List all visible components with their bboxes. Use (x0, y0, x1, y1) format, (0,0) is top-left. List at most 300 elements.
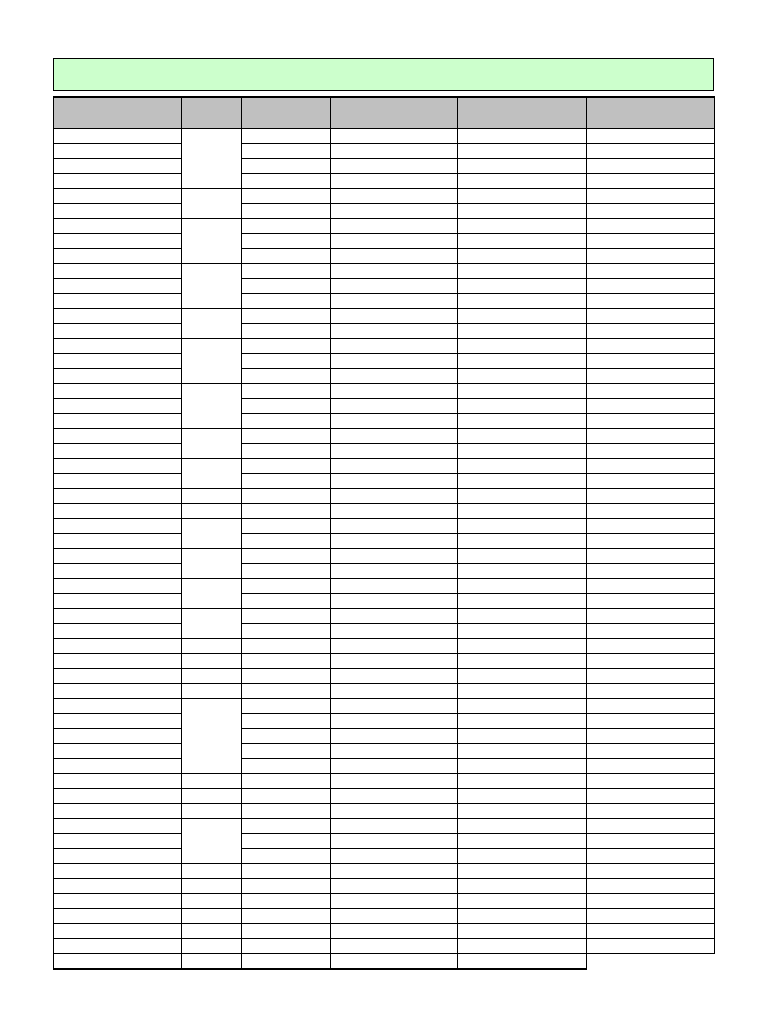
table-cell[interactable] (331, 294, 458, 309)
table-cell[interactable] (242, 759, 331, 774)
table-cell[interactable] (458, 174, 587, 189)
table-cell[interactable] (587, 384, 715, 399)
table-cell[interactable] (54, 684, 182, 699)
table-cell[interactable] (331, 534, 458, 549)
table-cell[interactable] (331, 324, 458, 339)
table-cell[interactable] (587, 294, 715, 309)
table-cell[interactable] (242, 564, 331, 579)
table-cell[interactable] (331, 714, 458, 729)
table-cell[interactable] (54, 849, 182, 864)
table-cell[interactable] (458, 579, 587, 594)
table-cell[interactable] (242, 774, 331, 789)
table-cell[interactable] (54, 129, 182, 144)
table-cell[interactable] (54, 414, 182, 429)
table-cell[interactable] (242, 714, 331, 729)
table-cell[interactable] (54, 759, 182, 774)
table-cell[interactable] (182, 459, 242, 489)
table-cell[interactable] (458, 414, 587, 429)
table-cell[interactable] (242, 129, 331, 144)
table-cell[interactable] (182, 309, 242, 339)
table-cell[interactable] (587, 564, 715, 579)
table-cell[interactable] (587, 864, 715, 879)
table-cell[interactable] (331, 849, 458, 864)
table-cell[interactable] (242, 579, 331, 594)
table-cell[interactable] (54, 564, 182, 579)
table-cell[interactable] (587, 219, 715, 234)
table-cell[interactable] (587, 144, 715, 159)
table-cell[interactable] (242, 609, 331, 624)
table-cell[interactable] (54, 774, 182, 789)
table-cell[interactable] (182, 924, 242, 939)
table-cell[interactable] (182, 579, 242, 609)
table-cell[interactable] (331, 399, 458, 414)
table-cell[interactable] (331, 444, 458, 459)
table-cell[interactable] (242, 954, 331, 970)
table-cell[interactable] (331, 159, 458, 174)
table-cell[interactable] (587, 879, 715, 894)
table-cell[interactable] (587, 309, 715, 324)
table-cell[interactable] (54, 234, 182, 249)
table-cell[interactable] (458, 819, 587, 834)
table-cell[interactable] (54, 744, 182, 759)
table-cell[interactable] (331, 684, 458, 699)
table-cell[interactable] (331, 429, 458, 444)
table-cell[interactable] (458, 534, 587, 549)
table-cell[interactable] (242, 414, 331, 429)
table-cell[interactable] (587, 264, 715, 279)
table-cell[interactable] (458, 354, 587, 369)
table-cell[interactable] (54, 534, 182, 549)
table-cell[interactable] (242, 174, 331, 189)
table-cell[interactable] (458, 864, 587, 879)
table-cell[interactable] (458, 129, 587, 144)
table-cell[interactable] (587, 834, 715, 849)
table-cell[interactable] (458, 309, 587, 324)
table-cell[interactable] (242, 429, 331, 444)
table-cell[interactable] (587, 789, 715, 804)
table-cell[interactable] (587, 249, 715, 264)
table-cell[interactable] (54, 189, 182, 204)
table-cell[interactable] (242, 339, 331, 354)
table-cell[interactable] (331, 279, 458, 294)
table-cell[interactable] (242, 819, 331, 834)
table-cell[interactable] (458, 924, 587, 939)
table-cell[interactable] (331, 804, 458, 819)
table-cell[interactable] (242, 909, 331, 924)
table-cell[interactable] (587, 534, 715, 549)
table-cell[interactable] (54, 444, 182, 459)
table-cell[interactable] (182, 264, 242, 309)
table-cell[interactable] (587, 204, 715, 219)
table-cell[interactable] (587, 129, 715, 144)
table-cell[interactable] (242, 249, 331, 264)
table-cell[interactable] (54, 834, 182, 849)
table-cell[interactable] (331, 789, 458, 804)
table-cell[interactable] (54, 279, 182, 294)
table-cell[interactable] (587, 849, 715, 864)
table-cell[interactable] (458, 609, 587, 624)
table-cell[interactable] (458, 264, 587, 279)
table-cell[interactable] (458, 489, 587, 504)
table-cell[interactable] (54, 204, 182, 219)
table-cell[interactable] (242, 219, 331, 234)
table-cell[interactable] (54, 594, 182, 609)
table-cell[interactable] (458, 759, 587, 774)
table-cell[interactable] (242, 264, 331, 279)
table-cell[interactable] (182, 864, 242, 879)
table-cell[interactable] (242, 474, 331, 489)
table-cell[interactable] (182, 519, 242, 549)
table-cell[interactable] (331, 639, 458, 654)
table-cell[interactable] (331, 744, 458, 759)
table-cell[interactable] (54, 504, 182, 519)
table-cell[interactable] (587, 549, 715, 564)
table-cell[interactable] (242, 384, 331, 399)
table-cell[interactable] (458, 834, 587, 849)
table-cell[interactable] (458, 849, 587, 864)
table-cell[interactable] (242, 459, 331, 474)
table-cell[interactable] (458, 714, 587, 729)
table-cell[interactable] (587, 369, 715, 384)
table-cell[interactable] (242, 804, 331, 819)
table-cell[interactable] (182, 339, 242, 384)
table-cell[interactable] (458, 444, 587, 459)
table-cell[interactable] (458, 369, 587, 384)
table-cell[interactable] (587, 699, 715, 714)
table-cell[interactable] (54, 894, 182, 909)
table-cell[interactable] (242, 849, 331, 864)
table-cell[interactable] (54, 294, 182, 309)
table-cell[interactable] (587, 609, 715, 624)
table-cell[interactable] (182, 549, 242, 579)
table-cell[interactable] (331, 414, 458, 429)
table-cell[interactable] (242, 549, 331, 564)
table-cell[interactable] (331, 894, 458, 909)
table-cell[interactable] (458, 144, 587, 159)
table-cell[interactable] (242, 939, 331, 954)
table-cell[interactable] (54, 819, 182, 834)
table-cell[interactable] (331, 864, 458, 879)
table-cell[interactable] (182, 429, 242, 459)
table-cell[interactable] (587, 174, 715, 189)
table-cell[interactable] (587, 489, 715, 504)
table-cell[interactable] (242, 684, 331, 699)
table-cell[interactable] (458, 879, 587, 894)
table-cell[interactable] (182, 939, 242, 954)
table-cell[interactable] (54, 549, 182, 564)
table-cell[interactable] (331, 219, 458, 234)
table-cell[interactable] (331, 774, 458, 789)
table-cell[interactable] (458, 399, 587, 414)
table-cell[interactable] (331, 129, 458, 144)
table-cell[interactable] (242, 864, 331, 879)
table-cell[interactable] (458, 804, 587, 819)
table-cell[interactable] (182, 774, 242, 789)
table-cell[interactable] (587, 579, 715, 594)
table-cell[interactable] (54, 729, 182, 744)
table-cell[interactable] (458, 189, 587, 204)
table-cell[interactable] (458, 954, 587, 970)
table-cell[interactable] (458, 624, 587, 639)
table-cell[interactable] (54, 864, 182, 879)
table-cell[interactable] (54, 489, 182, 504)
table-cell[interactable] (54, 399, 182, 414)
table-cell[interactable] (458, 159, 587, 174)
table-cell[interactable] (458, 699, 587, 714)
table-cell[interactable] (458, 204, 587, 219)
table-cell[interactable] (182, 954, 242, 970)
table-cell[interactable] (182, 384, 242, 429)
table-cell[interactable] (182, 909, 242, 924)
table-cell[interactable] (587, 594, 715, 609)
table-cell[interactable] (54, 939, 182, 954)
table-cell[interactable] (331, 669, 458, 684)
table-cell[interactable] (331, 459, 458, 474)
table-cell[interactable] (587, 279, 715, 294)
table-cell[interactable] (242, 639, 331, 654)
table-cell[interactable] (331, 819, 458, 834)
table-cell[interactable] (182, 669, 242, 684)
table-cell[interactable] (331, 354, 458, 369)
table-cell[interactable] (587, 639, 715, 654)
table-cell[interactable] (458, 744, 587, 759)
table-cell[interactable] (587, 339, 715, 354)
table-cell[interactable] (331, 369, 458, 384)
table-cell[interactable] (242, 354, 331, 369)
table-cell[interactable] (54, 609, 182, 624)
table-cell[interactable] (54, 654, 182, 669)
table-cell[interactable] (54, 669, 182, 684)
table-cell[interactable] (458, 429, 587, 444)
table-cell[interactable] (587, 159, 715, 174)
table-cell[interactable] (182, 219, 242, 264)
table-cell[interactable] (54, 249, 182, 264)
table-cell[interactable] (587, 324, 715, 339)
table-cell[interactable] (242, 399, 331, 414)
table-cell[interactable] (587, 474, 715, 489)
table-cell[interactable] (331, 204, 458, 219)
table-cell[interactable] (458, 504, 587, 519)
table-cell[interactable] (242, 144, 331, 159)
table-cell[interactable] (182, 609, 242, 639)
table-cell[interactable] (54, 714, 182, 729)
table-cell[interactable] (242, 699, 331, 714)
table-cell[interactable] (458, 654, 587, 669)
table-cell[interactable] (331, 564, 458, 579)
table-cell[interactable] (458, 564, 587, 579)
table-cell[interactable] (182, 639, 242, 654)
table-cell[interactable] (458, 294, 587, 309)
table-cell[interactable] (54, 909, 182, 924)
table-cell[interactable] (242, 204, 331, 219)
table-cell[interactable] (458, 459, 587, 474)
table-cell[interactable] (242, 189, 331, 204)
table-cell[interactable] (54, 219, 182, 234)
table-cell[interactable] (587, 909, 715, 924)
table-cell[interactable] (458, 909, 587, 924)
table-cell[interactable] (458, 279, 587, 294)
table-cell[interactable] (242, 369, 331, 384)
table-cell[interactable] (182, 894, 242, 909)
table-cell[interactable] (331, 624, 458, 639)
table-cell[interactable] (331, 834, 458, 849)
table-cell[interactable] (54, 369, 182, 384)
table-cell[interactable] (587, 504, 715, 519)
table-cell[interactable] (182, 129, 242, 189)
table-cell[interactable] (242, 309, 331, 324)
table-cell[interactable] (242, 894, 331, 909)
table-cell[interactable] (587, 654, 715, 669)
table-cell[interactable] (54, 639, 182, 654)
table-cell[interactable] (242, 444, 331, 459)
table-cell[interactable] (458, 519, 587, 534)
table-cell[interactable] (458, 774, 587, 789)
table-cell[interactable] (54, 324, 182, 339)
table-cell[interactable] (54, 804, 182, 819)
table-cell[interactable] (458, 684, 587, 699)
table-cell[interactable] (242, 594, 331, 609)
table-cell[interactable] (331, 249, 458, 264)
table-cell[interactable] (331, 549, 458, 564)
table-cell[interactable] (587, 354, 715, 369)
table-cell[interactable] (331, 384, 458, 399)
table-cell[interactable] (242, 294, 331, 309)
table-cell[interactable] (182, 504, 242, 519)
table-cell[interactable] (458, 249, 587, 264)
table-cell[interactable] (458, 324, 587, 339)
table-cell[interactable] (331, 879, 458, 894)
table-cell[interactable] (54, 339, 182, 354)
table-cell[interactable] (587, 414, 715, 429)
table-cell[interactable] (587, 444, 715, 459)
table-cell[interactable] (587, 624, 715, 639)
table-cell[interactable] (242, 834, 331, 849)
table-cell[interactable] (182, 699, 242, 774)
table-cell[interactable] (587, 234, 715, 249)
table-cell[interactable] (242, 489, 331, 504)
table-cell[interactable] (242, 519, 331, 534)
table-cell[interactable] (331, 609, 458, 624)
table-cell[interactable] (587, 939, 715, 954)
table-cell[interactable] (331, 699, 458, 714)
table-cell[interactable] (182, 489, 242, 504)
table-cell[interactable] (587, 729, 715, 744)
table-cell[interactable] (331, 924, 458, 939)
table-cell[interactable] (331, 189, 458, 204)
table-cell[interactable] (587, 924, 715, 939)
table-cell[interactable] (331, 909, 458, 924)
table-cell[interactable] (242, 654, 331, 669)
table-cell[interactable] (331, 759, 458, 774)
table-cell[interactable] (54, 474, 182, 489)
table-cell[interactable] (331, 474, 458, 489)
table-cell[interactable] (242, 279, 331, 294)
table-cell[interactable] (587, 804, 715, 819)
table-cell[interactable] (587, 819, 715, 834)
table-cell[interactable] (331, 594, 458, 609)
table-cell[interactable] (242, 669, 331, 684)
table-cell[interactable] (182, 654, 242, 669)
table-cell[interactable] (54, 174, 182, 189)
table-cell[interactable] (587, 429, 715, 444)
table-cell[interactable] (331, 309, 458, 324)
table-cell[interactable] (458, 339, 587, 354)
table-cell[interactable] (331, 144, 458, 159)
table-cell[interactable] (54, 144, 182, 159)
table-cell[interactable] (458, 219, 587, 234)
table-cell[interactable] (331, 729, 458, 744)
table-cell[interactable] (242, 789, 331, 804)
table-cell[interactable] (242, 624, 331, 639)
table-cell[interactable] (54, 459, 182, 474)
table-cell[interactable] (458, 234, 587, 249)
table-cell[interactable] (182, 879, 242, 894)
table-cell[interactable] (54, 354, 182, 369)
table-cell[interactable] (587, 759, 715, 774)
table-cell[interactable] (182, 819, 242, 864)
table-cell[interactable] (587, 189, 715, 204)
table-cell[interactable] (182, 804, 242, 819)
table-cell[interactable] (331, 579, 458, 594)
table-cell[interactable] (587, 714, 715, 729)
table-cell[interactable] (458, 669, 587, 684)
table-cell[interactable] (242, 534, 331, 549)
table-cell[interactable] (331, 339, 458, 354)
table-cell[interactable] (54, 264, 182, 279)
table-cell[interactable] (242, 159, 331, 174)
table-cell[interactable] (587, 519, 715, 534)
table-cell[interactable] (242, 729, 331, 744)
table-cell[interactable] (458, 894, 587, 909)
table-cell[interactable] (458, 549, 587, 564)
table-cell[interactable] (242, 234, 331, 249)
table-cell[interactable] (458, 594, 587, 609)
table-cell[interactable] (242, 504, 331, 519)
table-cell[interactable] (331, 939, 458, 954)
table-cell[interactable] (54, 879, 182, 894)
table-cell[interactable] (242, 744, 331, 759)
table-cell[interactable] (458, 729, 587, 744)
table-cell[interactable] (54, 579, 182, 594)
table-cell[interactable] (458, 639, 587, 654)
table-cell[interactable] (331, 234, 458, 249)
table-cell[interactable] (587, 399, 715, 414)
table-cell[interactable] (458, 474, 587, 489)
table-cell[interactable] (54, 519, 182, 534)
table-cell[interactable] (54, 309, 182, 324)
table-cell[interactable] (182, 684, 242, 699)
table-cell[interactable] (331, 519, 458, 534)
table-cell[interactable] (54, 429, 182, 444)
table-cell[interactable] (587, 894, 715, 909)
table-cell[interactable] (587, 744, 715, 759)
table-cell[interactable] (587, 459, 715, 474)
table-cell[interactable] (54, 384, 182, 399)
table-cell[interactable] (242, 324, 331, 339)
table-cell[interactable] (331, 174, 458, 189)
table-cell[interactable] (54, 699, 182, 714)
table-cell[interactable] (458, 384, 587, 399)
table-cell[interactable] (331, 654, 458, 669)
table-cell[interactable] (458, 939, 587, 954)
table-cell[interactable] (331, 504, 458, 519)
table-cell[interactable] (331, 264, 458, 279)
table-cell[interactable] (458, 789, 587, 804)
table-cell[interactable] (54, 624, 182, 639)
table-cell[interactable] (182, 189, 242, 219)
table-cell[interactable] (331, 954, 458, 970)
table-cell[interactable] (587, 669, 715, 684)
